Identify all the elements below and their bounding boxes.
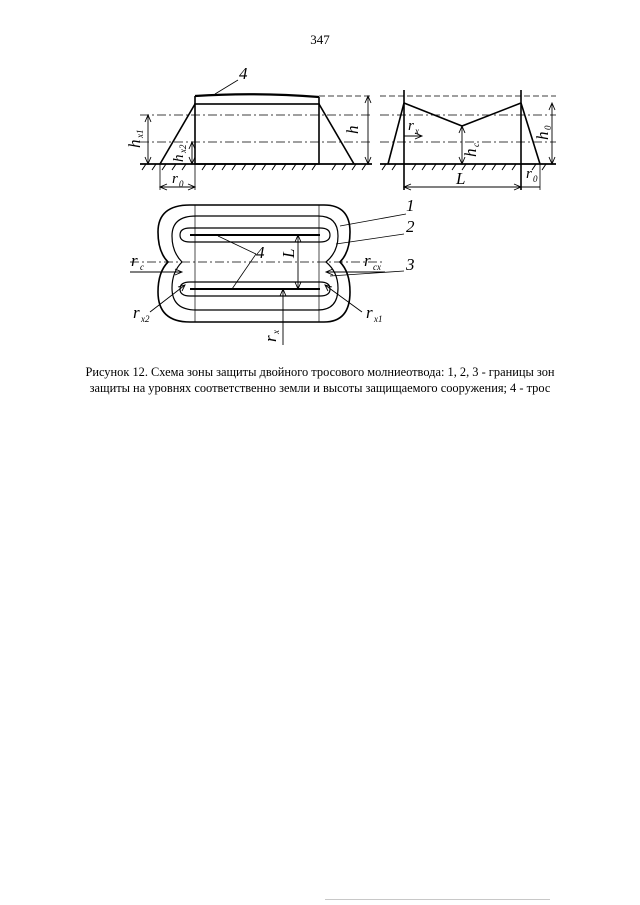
svg-text:h: h bbox=[533, 131, 552, 140]
lightning-protection-zone-diagram bbox=[0, 0, 640, 360]
plan-view bbox=[130, 205, 406, 345]
label-h0 bbox=[533, 125, 553, 140]
label-hx1 bbox=[125, 130, 145, 149]
label-h: h bbox=[343, 125, 362, 134]
svg-text:h: h bbox=[171, 154, 187, 162]
svg-text:cx: cx bbox=[373, 262, 381, 272]
svg-text:0: 0 bbox=[179, 179, 184, 189]
caption-line-2: защиты на уровнях соответственно земли и высоты защищаемого сооружения; 4 - трос bbox=[89, 381, 551, 395]
label-boundary-2: 2 bbox=[406, 217, 415, 236]
svg-text:x2: x2 bbox=[178, 144, 188, 153]
svg-text:0: 0 bbox=[533, 174, 538, 184]
svg-text:c: c bbox=[471, 143, 481, 147]
label-r0-left bbox=[172, 171, 184, 189]
label-rcx bbox=[364, 251, 381, 272]
label-hx2 bbox=[171, 144, 188, 162]
label-cable-4: 4 bbox=[239, 64, 248, 83]
label-L-side: L bbox=[456, 169, 466, 188]
svg-text:0: 0 bbox=[543, 125, 553, 130]
svg-text:r: r bbox=[364, 251, 371, 270]
svg-text:r: r bbox=[131, 251, 138, 270]
label-cable-4-plan: 4 bbox=[256, 243, 265, 262]
label-rx-plan bbox=[261, 330, 281, 342]
label-boundary-1: 1 bbox=[406, 196, 415, 215]
scan-edge-mark bbox=[325, 899, 550, 900]
svg-text:x: x bbox=[415, 126, 419, 136]
label-rx1 bbox=[366, 303, 383, 324]
svg-text:r: r bbox=[172, 171, 178, 187]
svg-text:c: c bbox=[140, 262, 144, 272]
zone-profile-top bbox=[404, 103, 521, 126]
svg-text:r: r bbox=[261, 335, 280, 342]
protected-structure bbox=[195, 104, 319, 164]
svg-text:h: h bbox=[461, 148, 480, 157]
label-rc bbox=[131, 251, 144, 272]
label-rx-side bbox=[408, 118, 419, 136]
svg-text:r: r bbox=[408, 118, 414, 134]
svg-text:r: r bbox=[526, 166, 532, 182]
caption-line-1: Рисунок 12. Схема зоны защиты двойного тросового молниеотвода: 1, 2, 3 - границы зон bbox=[85, 365, 555, 379]
zone-boundary-1 bbox=[158, 205, 350, 322]
label-r0-right bbox=[526, 166, 538, 184]
svg-text:x1: x1 bbox=[374, 314, 383, 324]
label-boundary-3: 3 bbox=[406, 255, 415, 274]
label-rx2 bbox=[133, 303, 150, 324]
label-hc bbox=[461, 143, 481, 157]
svg-text:x: x bbox=[271, 330, 281, 334]
svg-text:r: r bbox=[366, 303, 373, 322]
svg-text:r: r bbox=[133, 303, 140, 322]
figure-caption bbox=[60, 364, 580, 396]
svg-text:x1: x1 bbox=[135, 129, 145, 138]
page-number: 347 bbox=[310, 32, 330, 47]
cable-4 bbox=[195, 94, 319, 97]
svg-text:x2: x2 bbox=[141, 314, 150, 324]
svg-text:h: h bbox=[125, 139, 144, 148]
label-L-plan: L bbox=[279, 248, 298, 258]
